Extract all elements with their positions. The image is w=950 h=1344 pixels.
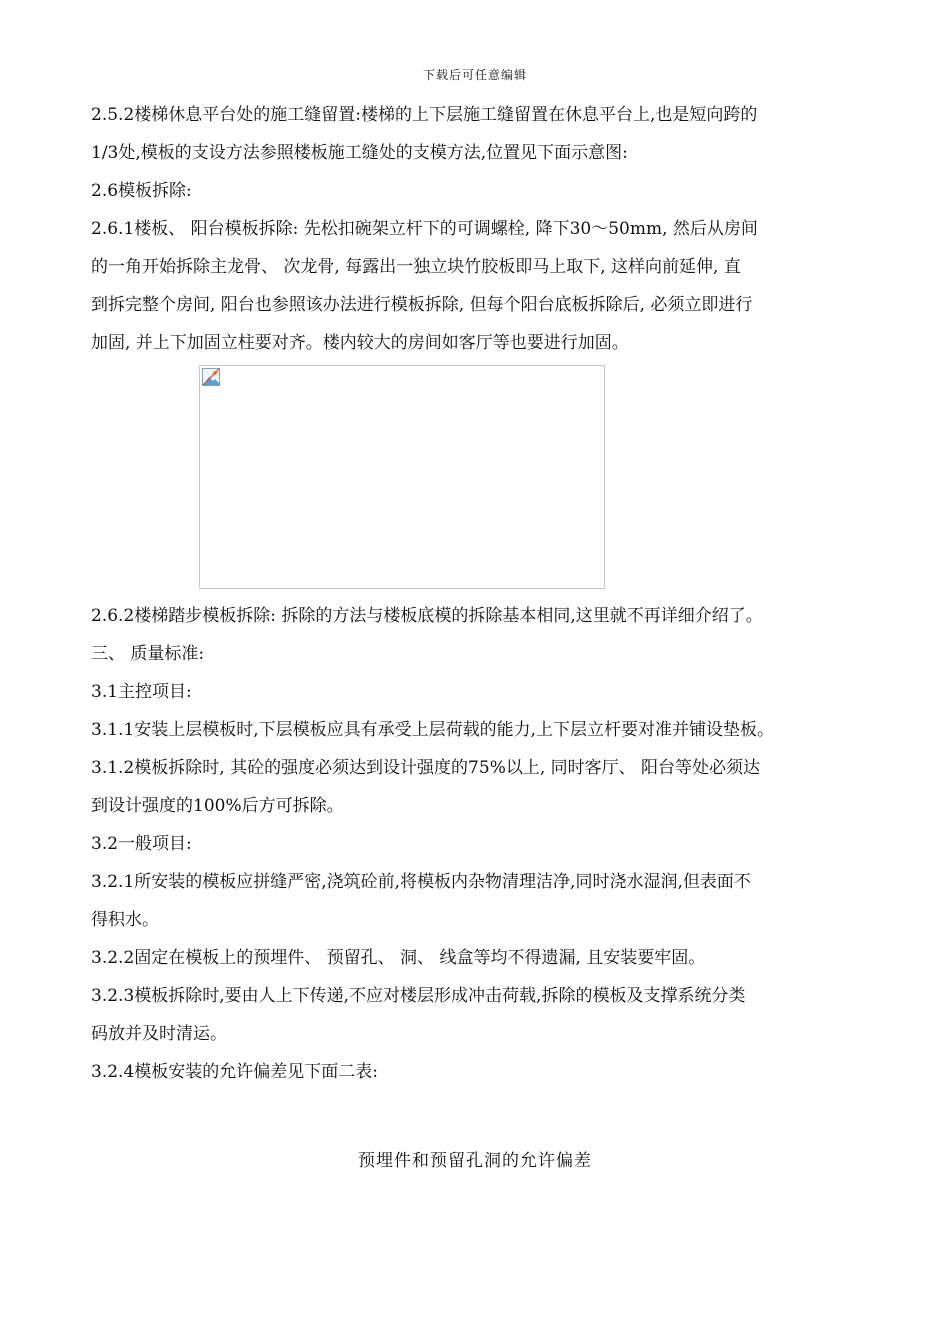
paragraph-line: 码放并及时清运。 bbox=[91, 1024, 227, 1044]
paragraph-line: 3.1.1安装上层模板时,下层模板应具有承受上层荷载的能力,上下层立杆要对准并铺设垫板。 bbox=[91, 720, 775, 740]
embedded-image-placeholder bbox=[199, 365, 605, 589]
paragraph-line: 2.6.1楼板、 阳台模板拆除: 先松扣碗架立杆下的可调螺栓, 降下30～50mm, 然后从房间 bbox=[91, 219, 758, 239]
paragraph-line: 加固, 并上下加固立柱要对齐。楼内较大的房间如客厅等也要进行加固。 bbox=[91, 333, 629, 353]
paragraph-line: 3.1.2模板拆除时, 其砼的强度必须达到设计强度的75%以上, 同时客厅、 阳台等处必须达 bbox=[91, 758, 761, 778]
paragraph-line: 的一角开始拆除主龙骨、 次龙骨, 每露出一独立块竹胶板即马上取下, 这样向前延伸, 直 bbox=[91, 257, 741, 277]
paragraph-line: 到设计强度的100%后方可拆除。 bbox=[91, 796, 344, 816]
section-heading: 3.2一般项目: bbox=[91, 834, 192, 854]
paragraph-line: 3.2.2固定在模板上的预埋件、 预留孔、 洞、 线盒等均不得遗漏, 且安装要牢固。 bbox=[91, 948, 706, 968]
paragraph-line: 1/3处,模板的支设方法参照楼板施工缝处的支模方法,位置见下面示意图: bbox=[91, 143, 628, 163]
paragraph-line: 得积水。 bbox=[91, 910, 159, 930]
paragraph-line: 到拆完整个房间, 阳台也参照该办法进行模板拆除, 但每个阳台底板拆除后, 必须立即进行 bbox=[91, 295, 753, 315]
page-header: 下载后可任意编辑 bbox=[422, 68, 527, 82]
paragraph-line: 3.2.4模板安装的允许偏差见下面二表: bbox=[91, 1062, 378, 1082]
section-heading: 2.6模板拆除: bbox=[91, 181, 192, 201]
table-title: 预埋件和预留孔洞的允许偏差 bbox=[358, 1151, 592, 1171]
broken-image-icon bbox=[202, 368, 220, 386]
paragraph-line: 2.5.2楼梯休息平台处的施工缝留置:楼梯的上下层施工缝留置在休息平台上,也是短向跨的 bbox=[91, 105, 758, 125]
section-heading: 三、 质量标准: bbox=[91, 644, 205, 664]
paragraph-line: 3.2.3模板拆除时,要由人上下传递,不应对楼层形成冲击荷载,拆除的模板及支撑系统分类 bbox=[91, 986, 746, 1006]
section-heading: 3.1主控项目: bbox=[91, 682, 192, 702]
document-body bbox=[91, 96, 863, 1091]
paragraph-line: 2.6.2楼梯踏步模板拆除: 拆除的方法与楼板底模的拆除基本相同,这里就不再详细介绍了。 bbox=[91, 606, 763, 626]
paragraph-line: 3.2.1所安装的模板应拼缝严密,浇筑砼前,将模板内杂物清理洁净,同时浇水湿润,但表面不 bbox=[91, 872, 751, 892]
